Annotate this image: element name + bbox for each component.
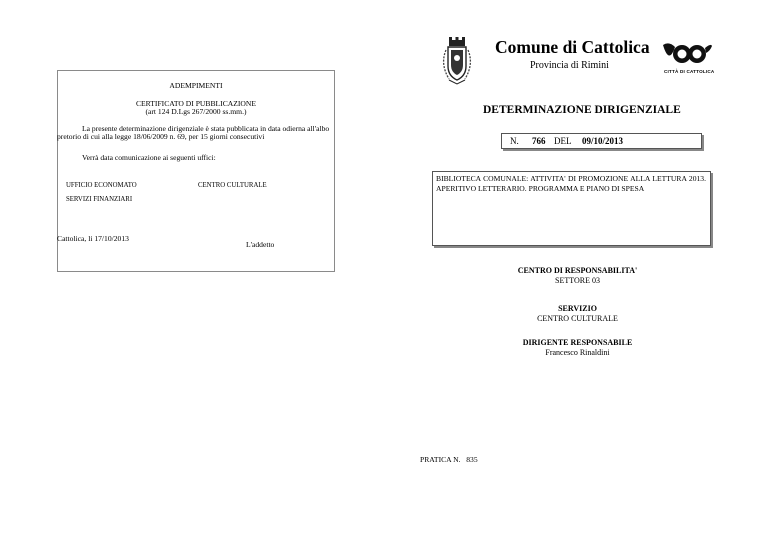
certificate-subtitle: CERTIFICATO DI PUBBLICAZIONE xyxy=(135,99,257,108)
service-label: SERVIZIO xyxy=(558,304,597,313)
responsibility-center-label: CENTRO DI RESPONSABILITA' xyxy=(517,266,638,275)
number-label: N. xyxy=(510,136,519,146)
certificate-title: ADEMPIMENTI xyxy=(169,81,223,90)
date-label: DEL xyxy=(554,136,572,146)
determination-number-box xyxy=(501,133,702,149)
office-servizi-finanziari: SERVIZI FINANZIARI xyxy=(66,196,133,203)
publication-certificate xyxy=(57,70,335,272)
responsibility-center-value: SETTORE 03 xyxy=(555,276,600,285)
pratica-value: 835 xyxy=(466,455,478,464)
municipality-name: Comune di Cattolica xyxy=(495,37,650,57)
border-tick xyxy=(334,252,335,262)
certificate-law-reference: (art 124 D.Lgs 267/2000 ss.mm.) xyxy=(145,107,247,116)
signature-label: L'addetto xyxy=(246,240,275,249)
manager-label: DIRIGENTE RESPONSABILE xyxy=(522,338,633,347)
office-economato: UFFICIO ECONOMATO xyxy=(66,182,137,189)
communication-note: Verrà data comunicazione ai seguenti uffici: xyxy=(82,153,216,162)
border-tick xyxy=(334,200,335,212)
office-centro-culturale: CENTRO CULTURALE xyxy=(198,182,267,189)
pratica-number xyxy=(420,455,478,464)
service-value: CENTRO CULTURALE xyxy=(537,314,618,323)
border-tick xyxy=(334,142,335,150)
border-tick xyxy=(334,102,335,112)
pratica-label: PRATICA N. xyxy=(420,455,461,464)
determination-number: 766 xyxy=(532,136,546,146)
certificate-text-line2: pretorio di cui alla legge 18/06/2009 n. 69, per 15 giorni consecutivi xyxy=(57,132,265,141)
certificate-text-line1: La presente determinazione dirigenziale è stata pubblicata in data odierna all'albo xyxy=(82,124,330,133)
province-name: Provincia di Rimini xyxy=(530,60,609,71)
document-title: DETERMINAZIONE DIRIGENZIALE xyxy=(483,104,681,116)
certificate-date: Cattolica, li 17/10/2013 xyxy=(57,234,129,243)
municipal-crest-icon xyxy=(437,36,477,88)
subject-text: BIBLIOTECA COMUNALE: ATTIVITA' DI PROMOZIONE ALLA LETTURA 2013. APERITIVO LETTERARIO. PROGRAMMA E PIANO DI SPESA xyxy=(436,174,706,193)
subject-box xyxy=(432,171,711,246)
determination-date: 09/10/2013 xyxy=(582,136,624,146)
manager-name: Francesco Rinaldini xyxy=(545,348,610,357)
city-logo-icon xyxy=(661,39,713,69)
logo-caption: CITTÀ DI CATTOLICA xyxy=(664,69,715,74)
